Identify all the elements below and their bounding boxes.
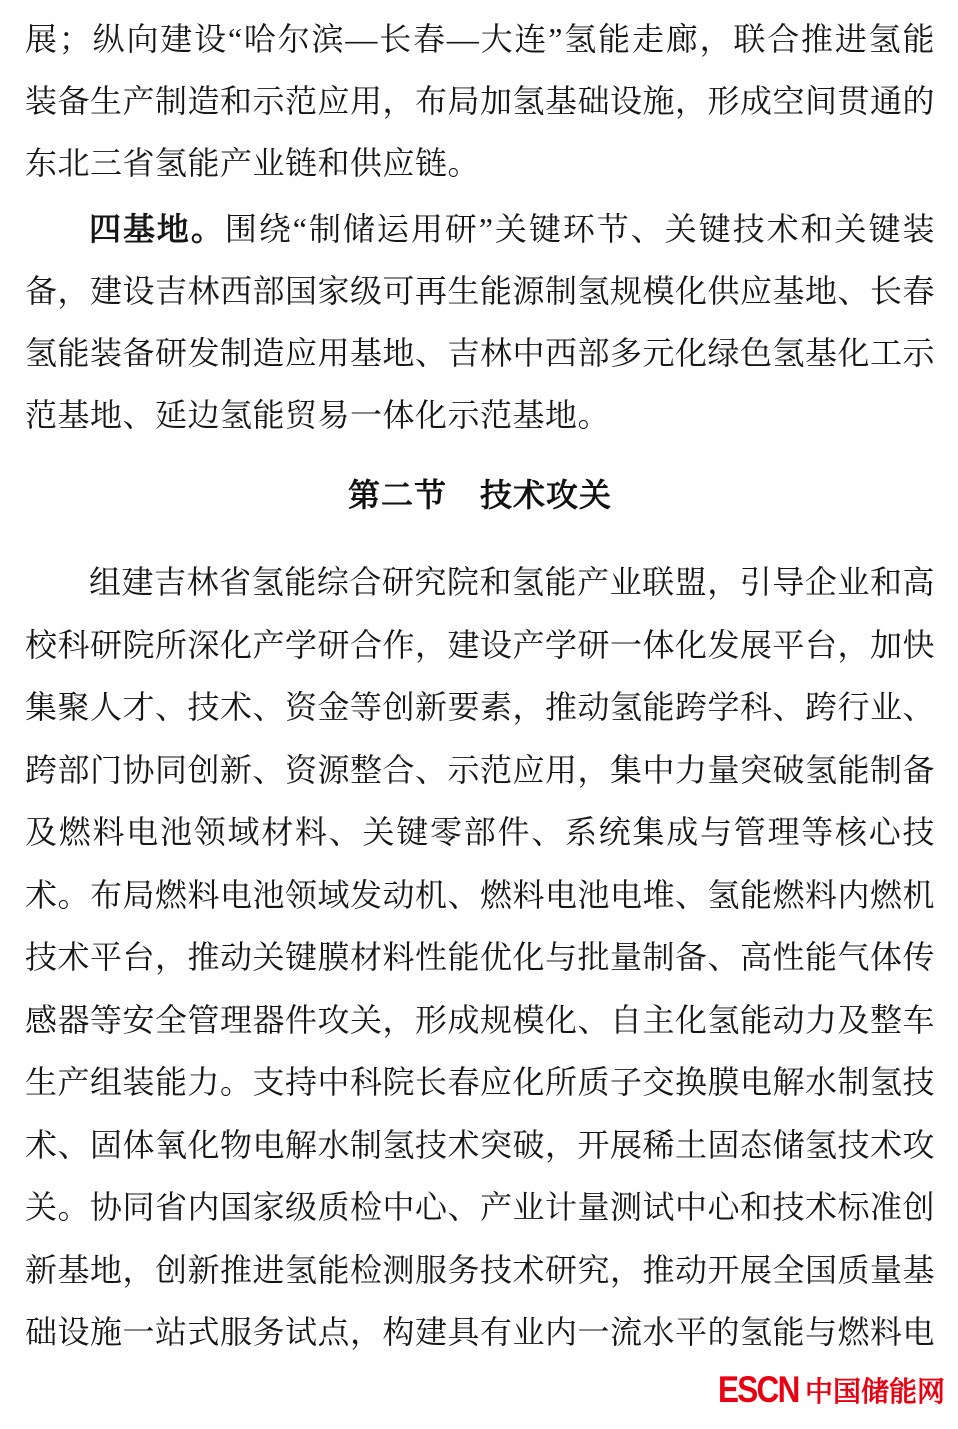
section-heading: 第二节 技术攻关 bbox=[347, 477, 612, 513]
paragraph-line: 氢能装备研发制造应用基地、吉林中西部多元化绿色氢基化工示 bbox=[25, 335, 936, 371]
paragraph-line: 关。协同省内国家级质检中心、产业计量测试中心和技术标准创 bbox=[25, 1189, 936, 1225]
paragraph-line-text: 围绕“制储运用研”关键环节、关键技术和关键装 bbox=[224, 211, 935, 247]
paragraph-line: 范基地、延边氢能贸易一体化示范基地。 bbox=[25, 397, 611, 433]
paragraph-line: 术。布局燃料电池领域发动机、燃料电池电堆、氢能燃料内燃机 bbox=[25, 876, 936, 913]
paragraph-line: 及燃料电池领域材料、关键零部件、系统集成与管理等核心技 bbox=[25, 814, 935, 850]
paragraph-line: 备，建设吉林西部国家级可再生能源制氢规模化供应基地、长春 bbox=[25, 273, 936, 309]
paragraph-line: 础设施一站式服务试点，构建具有业内一流水平的氢能与燃料电 bbox=[25, 1314, 936, 1350]
escn-logo bbox=[718, 1369, 945, 1410]
paragraph-line: 术、固体氧化物电解水制氢技术突破，开展稀土固态储氢技术攻 bbox=[25, 1126, 936, 1163]
paragraph-1 bbox=[25, 8, 935, 194]
paragraph-line: 跨部门协同创新、资源整合、示范应用，集中力量突破氢能制备 bbox=[25, 751, 936, 788]
paragraph-line bbox=[25, 198, 935, 260]
paragraph-line: 东北三省氢能产业链和供应链。 bbox=[25, 145, 481, 181]
escn-logo-text-en: ESCN bbox=[718, 1369, 799, 1410]
paragraph-line: 组建吉林省氢能综合研究院和氢能产业联盟，引导企业和高 bbox=[89, 564, 935, 600]
paragraph-line: 校科研院所深化产学研合作，建设产学研一体化发展平台，加快 bbox=[25, 626, 936, 663]
paragraph-line: 展；纵向建设“哈尔滨—长春—大连”氢能走廊，联合推进氢能 bbox=[25, 21, 935, 57]
paragraph-line: 感器等安全管理器件攻关，形成规模化、自主化氢能动力及整车 bbox=[25, 1001, 936, 1038]
paragraph-3 bbox=[25, 551, 935, 1364]
paragraph-line: 技术平台，推动关键膜材料性能优化与批量制备、高性能气体传 bbox=[25, 939, 936, 975]
paragraph-line: 装备生产制造和示范应用，布局加氢基础设施，形成空间贯通的 bbox=[25, 83, 936, 119]
paragraph-2 bbox=[25, 198, 935, 446]
paragraph-line: 集聚人才、技术、资金等创新要素，推动氢能跨学科、跨行业、 bbox=[25, 689, 936, 725]
paragraph-line: 新基地，创新推进氢能检测服务技术研究，推动开展全国质量基 bbox=[25, 1251, 936, 1288]
paragraph-lead-bold: 四基地。 bbox=[89, 211, 225, 247]
paragraph-line: 生产组装能力。支持中科院长春应化所质子交换膜电解水制氢技 bbox=[25, 1064, 936, 1100]
escn-logo-text-cn: 中国储能网 bbox=[804, 1376, 945, 1407]
